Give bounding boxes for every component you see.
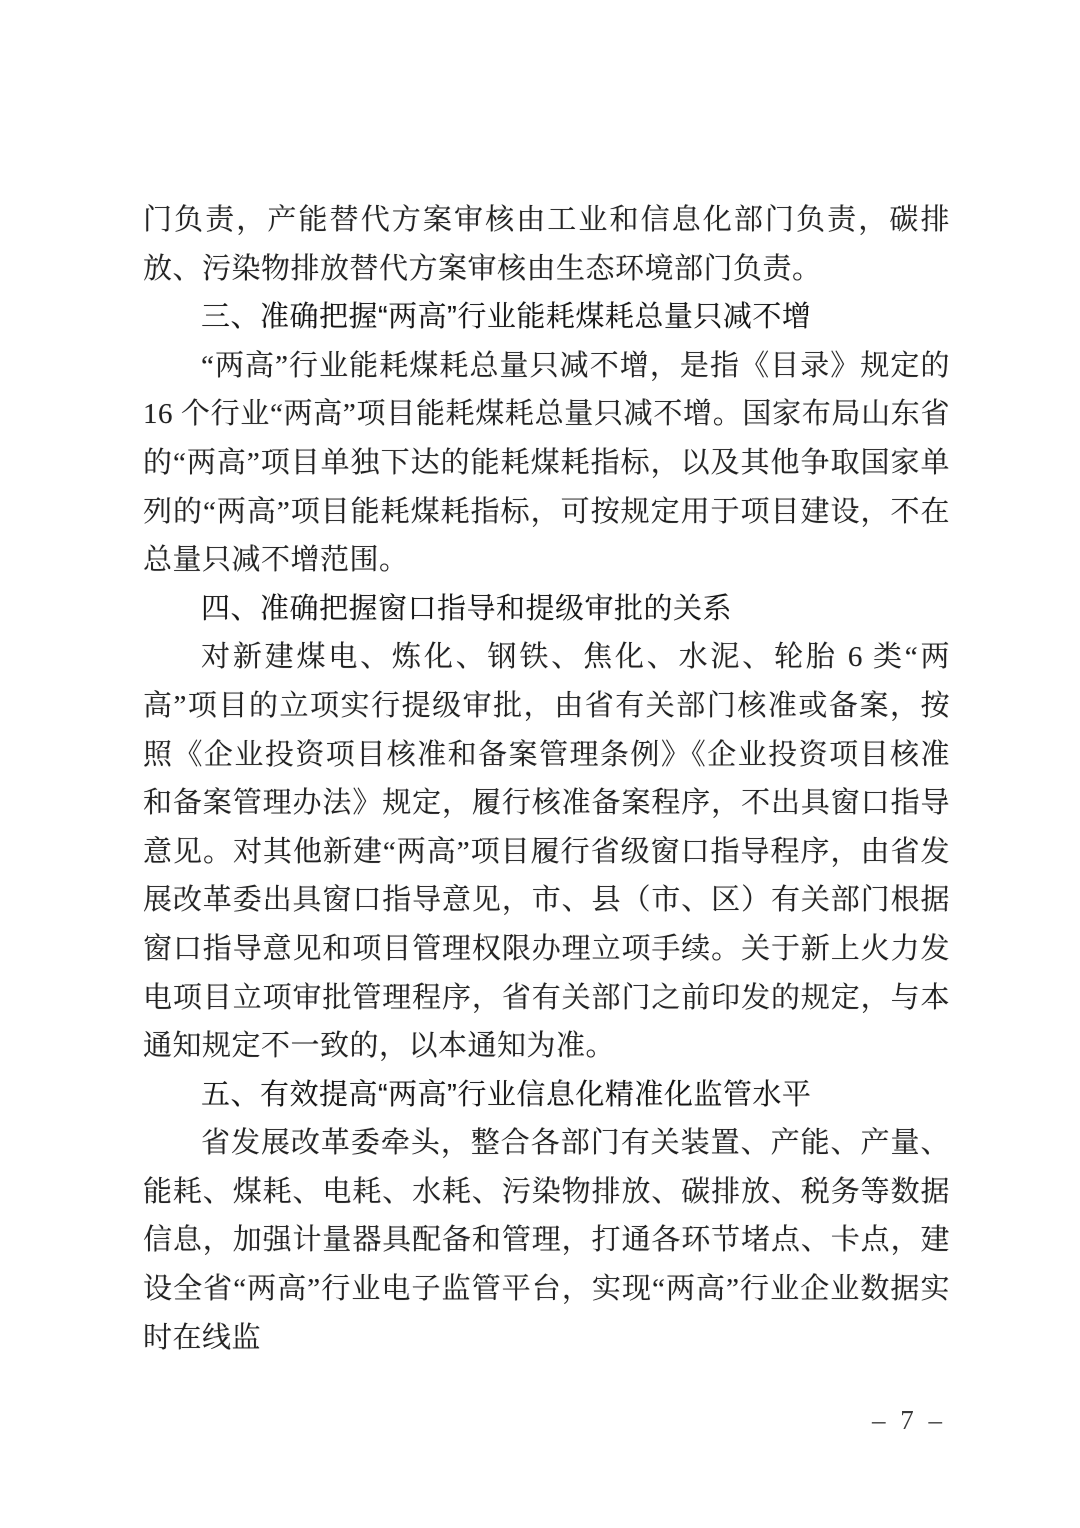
- paragraph-section-four: 对新建煤电、炼化、钢铁、焦化、水泥、轮胎 6 类“两高”项目的立项实行提级审批，由省有关部门核准或备案，按照《企业投资项目核准和备案管理条例》《企业投资项目核准和备案管理办法》规定，履行核准备案程序，不出具窗口指导意见。对其他新建“两高”项目履行省级窗口指导程序，由省发展改革委出具窗口指导意见，市、县（市、区）有关部门根据窗口指导意见和项目管理权限办理立项手续。关于新上火力发电项目立项审批管理程序，省有关部门之前印发的规定，与本通知规定不一致的，以本通知为准。: [143, 641, 950, 1063]
- section-heading-five: 五、有效提高“两高”行业信息化精准化监管水平: [201, 1078, 812, 1111]
- document-body: [143, 196, 950, 1362]
- paragraph-section-five: 省发展改革委牵头，整合各部门有关装置、产能、产量、能耗、煤耗、电耗、水耗、污染物排放、碳排放、税务等数据信息，加强计量器具配备和管理，打通各环节堵点、卡点，建设全省“两高”行业电子监管平台，实现“两高”行业企业数据实时在线监: [143, 1127, 950, 1354]
- section-heading-four: 四、准确把握窗口指导和提级审批的关系: [201, 592, 733, 625]
- section-heading-three: 三、准确把握“两高”行业能耗煤耗总量只减不增: [201, 301, 812, 334]
- page-number: – 7 –: [872, 1405, 946, 1435]
- paragraph-continuation: 门负责，产能替代方案审核由工业和信息化部门负责，碳排放、污染物排放替代方案审核由生态环境部门负责。: [143, 204, 950, 285]
- paragraph-section-three: “两高”行业能耗煤耗总量只减不增，是指《目录》规定的 16 个行业“两高”项目能耗煤耗总量只减不增。国家布局山东省的“两高”项目单独下达的能耗煤耗指标，以及其他争取国家单列的“两高”项目能耗煤耗指标，可按规定用于项目建设，不在总量只减不增范围。: [143, 349, 950, 577]
